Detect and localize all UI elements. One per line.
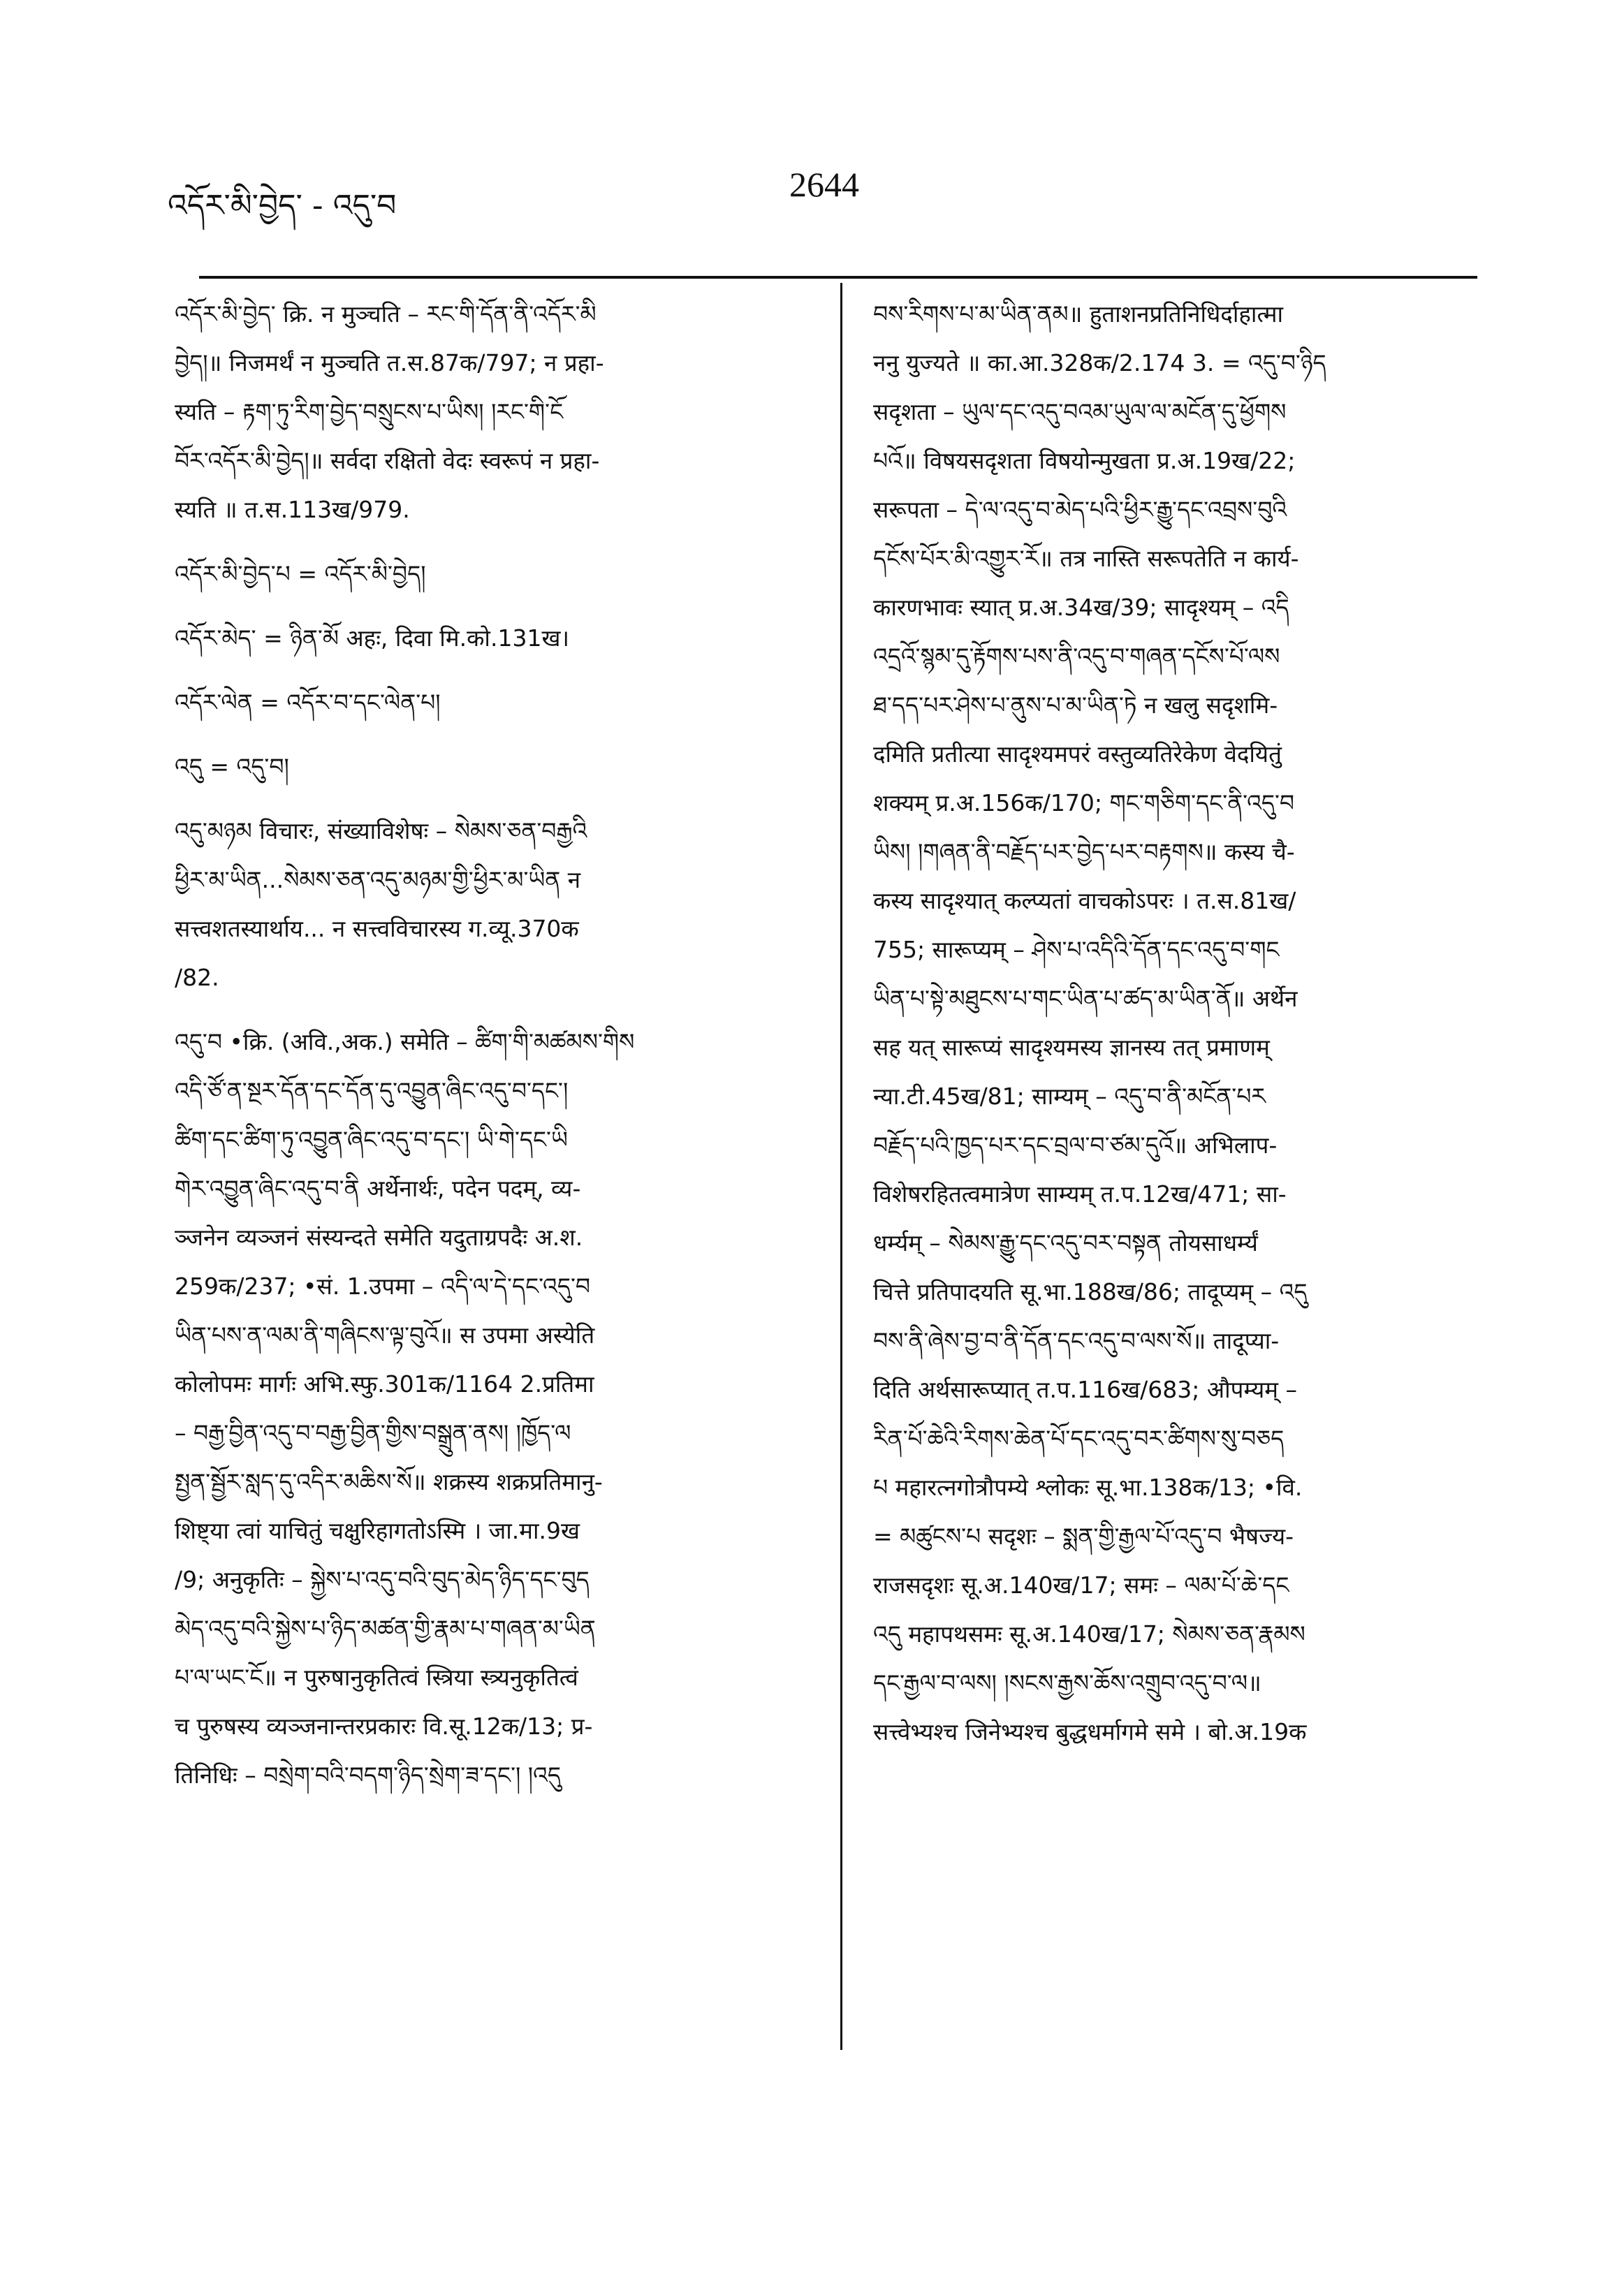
dictionary-entry [175, 807, 782, 1002]
entry-line: ननु युज्यते ॥ का.आ.328क/2.174 3. = འདུ་བ་ཉིད [873, 349, 1326, 376]
entry-line: विशेषरहितत्वमात्रेण साम्यम् त.प.12ख/471; सा- [873, 1180, 1287, 1208]
header-rule [199, 276, 1477, 279]
entry-line: པ महारत्नगोत्रौपम्ये श्लोकः सू.भा.138क/13; •वि. [873, 1474, 1303, 1501]
entry-line: शक्यम् प्र.अ.156क/170; གང་གཅིག་དང་ནི་འདུ་བ [873, 789, 1295, 816]
entry-line: सत्त्वेभ्यश्च जिनेभ्यश्च बुद्धधर्मागमे समे । बो.अ.19क [873, 1718, 1307, 1745]
left-column [175, 290, 782, 1815]
entry-line: शिष्ट्या त्वां याचितुं चक्षुरिहागतोऽस्मि । जा.मा.9ख [175, 1517, 580, 1544]
entry-line: सदृशता – ཡུལ་དང་འདུ་བའམ་ཡུལ་ལ་མངོན་དུ་ཕྱོགས [873, 398, 1287, 425]
dictionary-entry [175, 614, 782, 663]
entry-line: स्यति – རྟག་ཏུ་རིག་བྱེད་བསྲུངས་པ་ཡིས། །རང་གི་ངོ [175, 398, 564, 425]
entry-line: རིན་པོ་ཆེའི་རིགས་ཆེན་པོ་དང་འདུ་བར་ཚིགས་སུ་བཅད [873, 1425, 1285, 1452]
entry-line: བོར་འདོར་མི་བྱེད།॥ सर्वदा रक्षितो वेदः स्वरूपं न प्रहा- [175, 447, 600, 474]
column-divider [840, 283, 842, 2050]
entry-line: तिनिधिः – བསྲེག་བའི་བདག་ཉིད་སྲེག་ཟ་དང་། །འདུ [175, 1761, 562, 1789]
entry-line: /9; अनुकृतिः – སྐྱེས་པ་འདུ་བའི་བུད་མེད་ཉིད་དང་བུད [175, 1566, 590, 1593]
entry-line: ཕྱིར་མ་ཡིན...སེམས་ཅན་འདུ་མཉམ་གྱི་ཕྱིར་མ་ཡིན न [175, 866, 581, 893]
entry-line: सत्त्वशतस्यार्थाय... न सत्त्वविचारस्य ग.व्यू.370क [175, 915, 579, 942]
entry-line: སྤྱན་སྦྱོར་སླད་དུ་འདིར་མཆིས་སོ॥ शक्रस्य शक्रप्रतिमानु- [175, 1468, 603, 1495]
entry-line: བས་ནི་ཞེས་བྱ་བ་ནི་དོན་དང་འདུ་བ་ལས་སོ॥ तादूप्या- [873, 1327, 1280, 1354]
entry-line: བྱེད།॥ निजमर्थं न मुञ्चति त.स.87क/797; न प्रहा- [175, 349, 604, 376]
dictionary-entry [175, 1018, 782, 1800]
entry-line: ཡིན་པ་སྟེ་མཐུངས་པ་གང་ཡིན་པ་ཚད་མ་ཡིན་ནོ॥ अर्थेन [873, 985, 1298, 1012]
dictionary-entry [175, 742, 782, 791]
entry-line: པའོ॥ विषयसदृशता विषयोन्मुखता प्र.अ.19ख/22; [873, 447, 1296, 474]
dictionary-entry [175, 290, 782, 534]
entry-line: न्या.टी.45ख/81; साम्यम् – འདུ་བ་ནི་མངོན་པར [873, 1083, 1266, 1110]
page-number: 2644 [789, 165, 859, 204]
entry-line: བས་རིགས་པ་མ་ཡིན་ནམ॥ हुताशनप्रतिनिधिर्दाहात्मा [873, 300, 1283, 328]
entry-line: འདུ महापथसमः सू.अ.140ख/17; སེམས་ཅན་རྣམས [873, 1620, 1305, 1648]
entry-line: सह यत् सारूप्यं सादृश्यमस्य ज्ञानस्य तत् प्रमाणम् [873, 1034, 1270, 1061]
dictionary-entry [873, 290, 1481, 1757]
entry-line: राजसदृशः सू.अ.140ख/17; समः – ལམ་པོ་ཆེ་དང [873, 1572, 1289, 1599]
entry-line: པ་ལ་ཡང་ངོ॥ न पुरुषानुकृतित्वं स्त्रिया स्त्र्यनुकृतित्वं [175, 1664, 578, 1691]
entry-line: འདོར་མི་བྱེད་པ = འདོར་མི་བྱེད། [175, 560, 426, 587]
entry-line: མེད་འདུ་བའི་སྐྱེས་པ་ཉིད་མཚན་གྱི་རྣམ་པ་གཞན་མ་ཡིན [175, 1615, 596, 1642]
running-head: འདོར་མི་བྱེད་ - འདུ་བ [168, 188, 397, 224]
entry-line: བརྗོད་པའི་ཁྱད་པར་དང་བྲལ་བ་ཙམ་དུའོ॥ अभिलाप- [873, 1131, 1278, 1159]
dictionary-entry [175, 678, 782, 727]
entry-line: ཡིས། །གཞན་ནི་བརྗོད་པར་བྱེད་པར་བརྟགས॥ कस्य चै- [873, 838, 1295, 865]
entry-line: འདོར་མི་བྱེད་ क्रि. न मुञ्चति – རང་གི་དོན་ནི་འདོར་མི [175, 300, 597, 328]
page-header [168, 164, 1467, 227]
entry-line: /82. [175, 964, 219, 991]
entry-line: འདོར་མེད་ = ཉིན་མོ अहः, दिवा मि.को.131ख। [175, 624, 569, 652]
entry-line: – བརྒྱ་བྱིན་འདུ་བ་བརྒྱ་བྱིན་གྱིས་བསྒྲུན་ནས། །ཁྱོད་ལ [175, 1419, 571, 1446]
entry-line: सरूपता – དེ་ལ་འདུ་བ་མེད་པའི་ཕྱིར་རྒྱུ་དང་འབྲས་བུའི [873, 496, 1287, 523]
entry-line: 259क/237; •सं. 1.उपमा – འདི་ལ་དེ་དང་འདུ་བ [175, 1273, 591, 1300]
entry-line: कस्य सादृश्यात् कल्प्यतां वाचकोऽपरः । त.स.81ख/ [873, 887, 1296, 914]
entry-line: འདི་ཙོ་ན་སྔར་དོན་དང་དོན་དུ་འབྱུན་ཞིང་འདུ་བ་དང་། [175, 1077, 569, 1104]
entry-line: འདུ་མཉམ विचारः, संख्याविशेषः – སེམས་ཅན་བརྒྱའི [175, 817, 587, 844]
entry-line: འདྲའོ་སྙམ་དུ་རྟོགས་པས་ནི་འདུ་བ་གཞན་དངོས་པོ་ལས [873, 643, 1280, 670]
entry-line: ཡིན་པས་ན་ལམ་ནི་གཞིངས་ལྟ་བུའོ॥ स उपमा अस्येति [175, 1321, 595, 1349]
entry-line: ञ्जनेन व्यञ्जनं संस्यन्दते समेति यदुताग्रपदैः अ.श. [175, 1224, 583, 1251]
entry-line: འདུ = འདུ་བ། [175, 753, 289, 780]
entry-line: स्यति ॥ त.स.113ख/979. [175, 496, 410, 523]
entry-line: च पुरुषस्य व्यञ्जनान्तरप्रकारः वि.सू.12क/13; प्र- [175, 1713, 593, 1740]
entry-line: 755; सारूप्यम् – ཤེས་པ་འདིའི་དོན་དང་འདུ་བ་གང [873, 936, 1280, 963]
entry-line: འདོར་ལེན = འདོར་བ་དང་ལེན་པ། [175, 689, 441, 716]
entry-line: གེར་འབྱུན་ཞིང་འདུ་བ་ནི अर्थेनार्थः, पदेन पदम्, व्य- [175, 1175, 581, 1202]
entry-line: དང་རྒྱལ་བ་ལས། །སངས་རྒྱས་ཆོས་འགྲུབ་འདུ་བ་ལ॥ [873, 1669, 1261, 1697]
entry-line: चित्ते प्रतिपादयति सू.भा.188ख/86; तादूप्यम् – འདུ [873, 1278, 1308, 1305]
entry-line: कारणभावः स्यात् प्र.अ.34ख/39; सादृश्यम् – འདི [873, 594, 1289, 621]
entry-line: ཚིག་དང་ཚིག་ཏུ་འབྱུན་ཞིང་འདུ་བ་དང་། ཡི་གེ་དང་ཡི [175, 1126, 568, 1153]
entry-line: दमिति प्रतीत्या सादृश्यमपरं वस्तुव्यतिरेकेण वेदयितुं [873, 740, 1282, 768]
right-column [873, 290, 1481, 1772]
entry-line: कोलोपमः मार्गः अभि.स्फु.301क/1164 2.प्रतिमा [175, 1370, 594, 1398]
entry-line: འདུ་བ •क्रि. (अवि.,अक.) समेति – ཚིག་གི་མཚམས་གིས [175, 1028, 635, 1055]
entry-line: ཐ་དད་པར་ཤེས་པ་ནུས་པ་མ་ཡིན་ཏེ न खलु सदृशमि- [873, 691, 1278, 719]
entry-line: धर्म्यम् – སེམས་རྒྱུ་དང་འདུ་བར་བསྟན तोयसाधर्म्यं [873, 1229, 1258, 1257]
entry-line: दिति अर्थसारूप्यात् त.प.116ख/683; औपम्यम् – [873, 1376, 1297, 1403]
dictionary-entry [175, 550, 782, 599]
entry-line: = མཚུངས་པ सदृशः – སྨན་གྱི་རྒྱལ་པོ་འདུ་བ भैषज्य- [873, 1523, 1294, 1550]
entry-line: དངོས་པོར་མི་འགྱུར་རོ॥ तत्र नास्ति सरूपतेति न कार्य- [873, 545, 1299, 572]
